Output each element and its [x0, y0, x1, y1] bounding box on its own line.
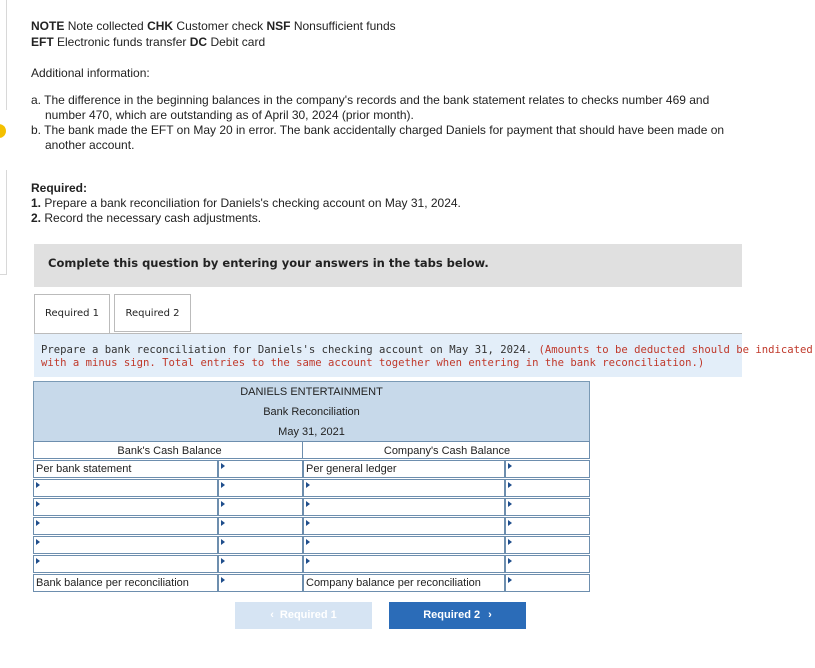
company-cash-balance-header: Company's Cash Balance — [303, 441, 590, 459]
bank-description-input-6[interactable] — [33, 555, 218, 573]
company-description-input-1 — [303, 460, 505, 478]
company-description-input-7 — [303, 574, 505, 592]
bank-amount-input-4[interactable] — [218, 517, 303, 535]
bank-description-input-2[interactable] — [33, 479, 218, 497]
left-edge-panel-lower — [0, 170, 7, 275]
company-description-input-2[interactable] — [303, 479, 505, 497]
chevron-right-icon: › — [488, 609, 492, 621]
company-description-input-5[interactable] — [303, 536, 505, 554]
bank-first-row-label: Per bank statement — [36, 463, 132, 475]
dropdown-arrow-icon — [508, 558, 512, 564]
company-amount-input-2[interactable] — [505, 479, 590, 497]
bank-amount-header — [218, 441, 303, 459]
dropdown-arrow-icon — [36, 558, 40, 564]
company-amount-input-3[interactable] — [505, 498, 590, 516]
dropdown-arrow-icon — [221, 520, 225, 526]
company-amount-input-5[interactable] — [505, 536, 590, 554]
bank-amount-input-7[interactable] — [218, 574, 303, 592]
prev-button[interactable]: ‹ Required 1 — [235, 602, 372, 629]
company-first-row-label: Per general ledger — [306, 463, 397, 475]
dropdown-arrow-icon — [36, 501, 40, 507]
additional-info-heading: Additional information: — [31, 66, 150, 80]
dropdown-arrow-icon — [36, 539, 40, 545]
info-a-line-1: a. The difference in the beginning balances in the company's records and the bank statement relates to checks number 469 and — [31, 93, 710, 107]
prompt-line-1: Prepare a bank reconciliation for Daniels's checking account on May 31, 2024. (Amounts to be deducted should be indicated — [41, 344, 813, 356]
company-amount-input-4[interactable] — [505, 517, 590, 535]
dropdown-arrow-icon — [508, 520, 512, 526]
dropdown-arrow-icon — [508, 577, 512, 583]
table-company-name: DANIELS ENTERTAINMENT — [33, 381, 590, 402]
dropdown-arrow-icon — [221, 577, 225, 583]
flag-indicator — [0, 124, 6, 138]
notes-line-1: NOTE Note collected CHK Customer check NSF Nonsufficient funds — [31, 19, 396, 33]
company-description-input-6[interactable] — [303, 555, 505, 573]
bank-description-input-1 — [33, 460, 218, 478]
dropdown-arrow-icon — [221, 463, 225, 469]
dropdown-arrow-icon — [508, 463, 512, 469]
table-title: Bank Reconciliation — [33, 402, 590, 422]
info-b-line-2: another account. — [45, 138, 135, 152]
dropdown-arrow-icon — [306, 501, 310, 507]
info-b-line-1: b. The bank made the EFT on May 20 in error. The bank accidentally charged Daniels for payment that should have been made on — [31, 123, 725, 137]
dropdown-arrow-icon — [508, 501, 512, 507]
dropdown-arrow-icon — [221, 482, 225, 488]
chevron-left-icon: ‹ — [270, 609, 274, 621]
required-heading: Required: — [31, 181, 88, 195]
instruction-text: Complete this question by entering your answers in the tabs below. — [48, 256, 489, 270]
prompt-box — [34, 333, 813, 377]
reconciliation-grid — [33, 441, 590, 593]
bank-amount-input-2[interactable] — [218, 479, 303, 497]
company-amount-input-1[interactable] — [505, 460, 590, 478]
bank-amount-input-1[interactable] — [218, 460, 303, 478]
bank-amount-input-6[interactable] — [218, 555, 303, 573]
dropdown-arrow-icon — [306, 558, 310, 564]
bank-description-input-7 — [33, 574, 218, 592]
required-item-1: 1. Prepare a bank reconciliation for Daniels's checking account on May 31, 2024. — [31, 196, 461, 210]
bank-description-input-5[interactable] — [33, 536, 218, 554]
dropdown-arrow-icon — [306, 482, 310, 488]
tab-required-1[interactable]: Required 1 — [34, 294, 110, 334]
bank-description-input-4[interactable] — [33, 517, 218, 535]
company-description-input-4[interactable] — [303, 517, 505, 535]
bank-cash-balance-header: Bank's Cash Balance — [33, 441, 303, 459]
bank-description-input-3[interactable] — [33, 498, 218, 516]
next-button[interactable]: Required 2 › — [389, 602, 526, 629]
dropdown-arrow-icon — [221, 558, 225, 564]
bank-amount-input-3[interactable] — [218, 498, 303, 516]
dropdown-arrow-icon — [508, 482, 512, 488]
dropdown-arrow-icon — [221, 539, 225, 545]
bank-total-label: Bank balance per reconciliation — [36, 577, 189, 589]
dropdown-arrow-icon — [36, 520, 40, 526]
tab-required-2[interactable]: Required 2 — [114, 294, 191, 332]
dropdown-arrow-icon — [221, 501, 225, 507]
bank-amount-input-5[interactable] — [218, 536, 303, 554]
company-amount-input-7[interactable] — [505, 574, 590, 592]
reconciliation-table — [33, 381, 590, 442]
dropdown-arrow-icon — [306, 539, 310, 545]
company-amount-input-6[interactable] — [505, 555, 590, 573]
notes-line-2: EFT Electronic funds transfer DC Debit card — [31, 35, 266, 49]
dropdown-arrow-icon — [36, 482, 40, 488]
company-description-input-3[interactable] — [303, 498, 505, 516]
table-date: May 31, 2021 — [33, 422, 590, 442]
dropdown-arrow-icon — [508, 539, 512, 545]
company-total-label: Company balance per reconciliation — [306, 577, 481, 589]
instruction-banner — [34, 244, 742, 287]
info-a-line-2: number 470, which are outstanding as of April 30, 2024 (prior month). — [45, 108, 414, 122]
left-edge-panel — [0, 0, 7, 110]
required-item-2: 2. Record the necessary cash adjustments. — [31, 211, 262, 225]
prompt-line-2: with a minus sign. Total entries to the same account together when entering in the bank reconciliation.) — [41, 357, 705, 369]
dropdown-arrow-icon — [306, 520, 310, 526]
